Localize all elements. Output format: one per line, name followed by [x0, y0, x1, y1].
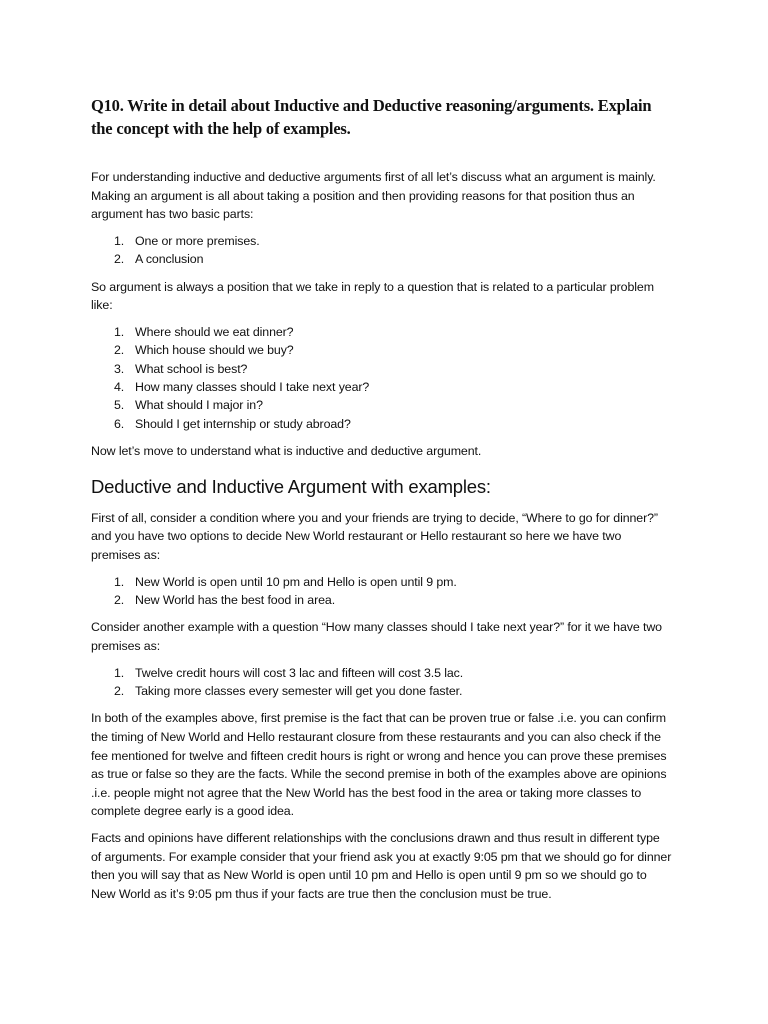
section-heading: Deductive and Inductive Argument with examples: — [91, 475, 491, 497]
list-item-text: New World is open until 10 pm and Hello is open until 9 pm. — [135, 574, 457, 589]
questions-list — [91, 323, 672, 433]
list-item — [91, 591, 672, 609]
argument-parts-list — [91, 232, 672, 269]
list-item-text: A conclusion — [135, 252, 204, 267]
list-item — [91, 682, 672, 700]
list-item-text: What school is best? — [135, 361, 248, 376]
list-item-number: 1. — [114, 324, 125, 339]
list-item — [91, 250, 672, 268]
list-item — [91, 396, 672, 414]
relationships-paragraph: Facts and opinions have different relationships with the conclusions drawn and thus result in different type of arguments. For example consider that your friend ask you at exactly 9:05 pm that we should go for dinner then you will say that as New World is open until 10 pm and Hello is open until 9 pm so we should go to New World as it’s 9:05 pm thus if your facts are true then the conclusion must be true. — [91, 830, 672, 901]
list-item-number: 5. — [114, 398, 125, 413]
question-title: Q10. Write in detail about Inductive and Deductive reasoning/arguments. Explain the concept with the help of examples. — [91, 96, 652, 138]
list-item-text: Taking more classes every semester will get you done faster. — [135, 684, 463, 698]
list-item — [91, 232, 672, 250]
list-item-text: Which house should we buy? — [135, 343, 294, 358]
list-item-text: New World has the best food in area. — [135, 593, 336, 607]
position-paragraph: So argument is always a position that we take in reply to a question that is related to a particular problem like: — [91, 279, 654, 313]
list-item-number: 6. — [114, 416, 125, 431]
list-item-number: 3. — [114, 361, 125, 376]
transition-paragraph: Now let’s move to understand what is inductive and deductive argument. — [91, 444, 482, 459]
list-item — [91, 573, 672, 591]
list-item — [91, 341, 672, 359]
intro-paragraph: For understanding inductive and deductive arguments first of all let’s discuss what an argument is mainly. Making an argument is all about taking a position and then providing reasons for that position thus an argument has two basic parts: — [91, 170, 656, 222]
list-item-text: Should I get internship or study abroad? — [135, 416, 351, 431]
list-item-number: 1. — [114, 574, 125, 589]
list-item-number: 4. — [114, 380, 125, 394]
list-item — [91, 323, 672, 341]
list-item — [91, 360, 672, 378]
list-item-number: 2. — [114, 593, 125, 607]
facts-opinions-paragraph: In both of the examples above, first premise is the fact that can be proven true or false .i.e. you can confirm the timing of New World and Hello restaurant closure from these restaurants and you can also check if the fee mentioned for twelve and fifteen credit hours is right or wrong and hence you can prove these premises as true or false so they are the facts. While the second premise in both of the examples above are opinions .i.e. people might not agree that the New World has the best food in the area or taking more classes to complete degree early is a good idea. — [91, 711, 667, 819]
list-item-number: 2. — [114, 343, 125, 358]
list-item-number: 1. — [114, 233, 125, 248]
list-item-number: 2. — [114, 684, 125, 698]
list-item-text: What should I major in? — [135, 398, 263, 413]
list-item-number: 1. — [114, 665, 125, 680]
classes-example-paragraph: Consider another example with a question “How many classes should I take next year?” for it we have two premises as: — [91, 620, 662, 653]
list-item — [91, 664, 672, 682]
list-item-number: 2. — [114, 252, 125, 267]
list-item — [91, 378, 672, 396]
list-item — [91, 415, 672, 433]
dinner-example-paragraph: First of all, consider a condition where you and your friends are trying to decide, “Where to go for dinner?” and you have two options to decide New World restaurant or Hello restaurant so here we have two premises as: — [91, 510, 658, 562]
list-item-text: How many classes should I take next year? — [135, 380, 370, 394]
classes-premises-list — [91, 664, 672, 701]
dinner-premises-list — [91, 573, 672, 610]
list-item-text: Twelve credit hours will cost 3 lac and fifteen will cost 3.5 lac. — [135, 665, 464, 680]
list-item-text: Where should we eat dinner? — [135, 324, 294, 339]
list-item-text: One or more premises. — [135, 233, 260, 248]
